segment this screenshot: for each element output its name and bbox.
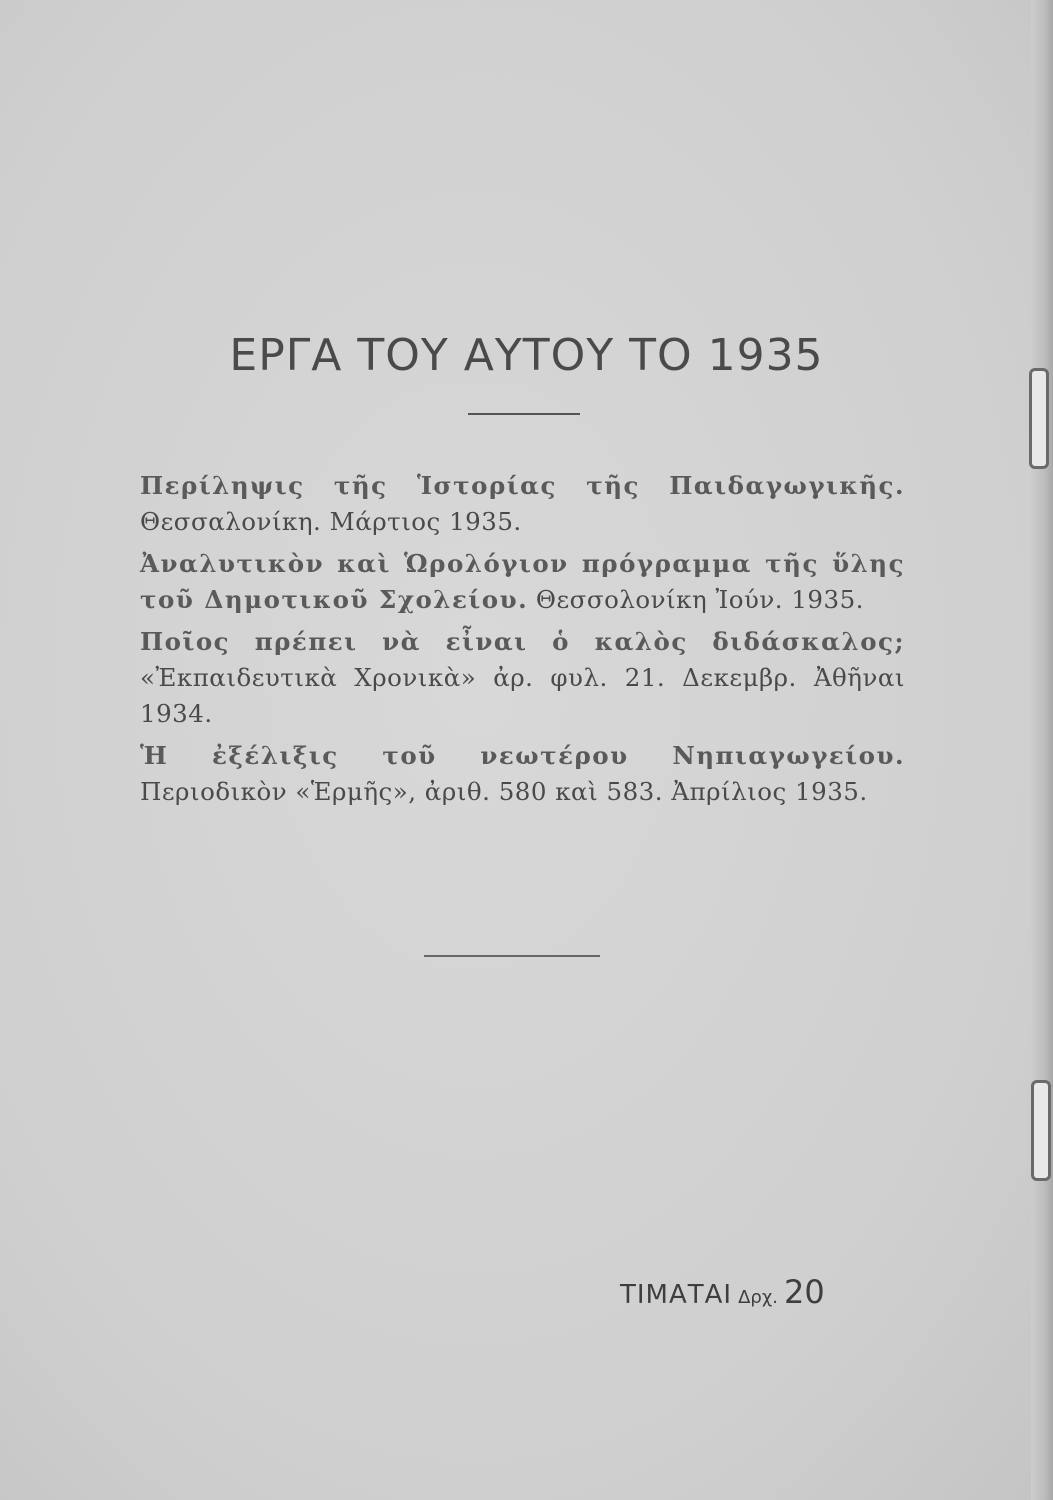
end-divider [424,955,600,957]
price-unit: Δρχ. [738,1287,778,1308]
work-entry [140,624,905,732]
work-details: Θεσσαλονίκη. Μάρτιος 1935. [140,507,522,536]
works-list [140,468,905,816]
staple-bottom [1031,1080,1051,1181]
work-title: Ἀναλυτικὸν καὶ Ὡρολόγιον πρόγραμμα τῆς ὕλης τοῦ Δημοτικοῦ Σχολείου. [140,549,905,614]
work-details: Θεσσολονίκη Ἰούν. 1935. [535,585,864,614]
work-details: «Ἐκπαιδευτικὰ Χρονικὰ» ἀρ. φυλ. 21. Δεκεμβρ. Ἀθῆναι 1934. [140,663,905,728]
page-title: ΕΡΓΑ ΤΟΥ ΑΥΤΟΥ ΤΟ 1935 [229,330,824,381]
work-entry [140,468,905,540]
staple-top [1029,368,1049,469]
work-entry [140,738,905,810]
page-edge [1031,0,1053,1500]
price-label: ΤΙΜΑΤΑΙ [620,1280,733,1310]
title-divider [468,413,580,415]
price-line [620,1273,825,1311]
price-amount: 20 [783,1273,825,1311]
work-title: Ποῖος πρέπει νὰ εἶναι ὁ καλὸς διδάσκαλος; [140,627,905,656]
work-title: Περίληψις τῆς Ἱστορίας τῆς Παιδαγωγικῆς. [140,471,905,500]
work-details: Περιοδικὸν «Ἑρμῆς», ἀριθ. 580 καὶ 583. Ἀπρίλιος 1935. [140,777,868,806]
work-entry [140,546,905,618]
work-title: Ἡ ἐξέλιξις τοῦ νεωτέρου Νηπιαγωγείου. [140,741,905,770]
